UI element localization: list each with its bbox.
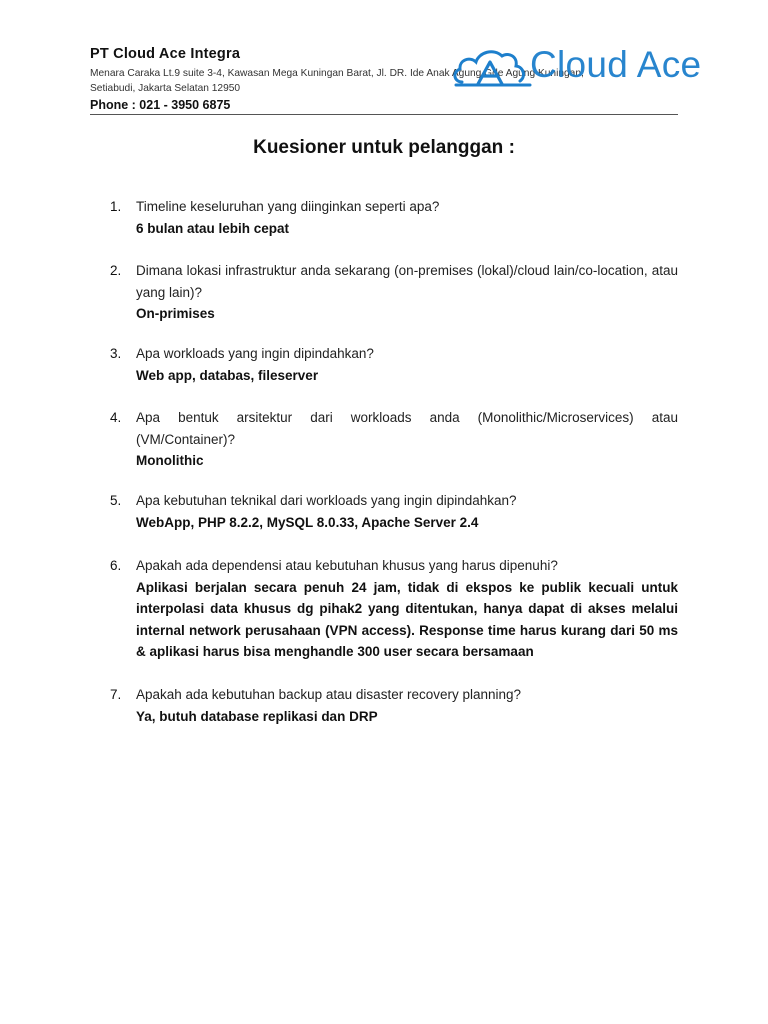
item-number: 5. xyxy=(110,493,122,508)
answer-text: On-primises xyxy=(136,306,215,321)
answer-text: 6 bulan atau lebih cepat xyxy=(136,220,290,236)
answer-text: WebApp, PHP 8.2.2, MySQL 8.0.33, Apache Server 2.4 xyxy=(136,514,479,530)
question-text: Apakah ada dependensi atau kebutuhan khusus yang harus dipenuhi? xyxy=(136,558,558,573)
list-item xyxy=(110,343,678,386)
item-number: 2. xyxy=(110,263,122,278)
company-name: PT Cloud Ace Integra xyxy=(90,46,241,62)
question-text: Apakah ada kebutuhan backup atau disaster recovery planning? xyxy=(136,687,522,702)
list-item xyxy=(110,407,678,472)
header-divider xyxy=(90,114,678,115)
question-text: Timeline keseluruhan yang diinginkan seperti apa? xyxy=(136,199,440,214)
answer-text: Web app, databas, fileserver xyxy=(136,367,319,383)
question-text: Apa bentuk arsitektur dari workloads anda (Monolithic/Microservices) atau (VM/Container)? xyxy=(136,410,678,447)
phone-number: Phone : 021 - 3950 6875 xyxy=(90,98,231,112)
page-title: Kuesioner untuk pelanggan : xyxy=(253,137,515,158)
item-number: 4. xyxy=(110,410,122,425)
address-line-1: Menara Caraka Lt.9 suite 3-4, Kawasan Mega Kuningan Barat, Jl. DR. Ide Anak Agung Gde Agung Kuningan, xyxy=(90,68,584,79)
list-item xyxy=(110,490,678,533)
address-line-2: Setiabudi, Jakarta Selatan 12950 xyxy=(90,83,241,94)
item-number: 3. xyxy=(110,346,122,361)
cloud-ace-logo xyxy=(452,42,722,92)
question-text: Apa workloads yang ingin dipindahkan? xyxy=(136,346,374,361)
cloud-logo-icon xyxy=(452,44,532,88)
list-item xyxy=(110,684,678,727)
answer-text: Aplikasi berjalan secara penuh 24 jam, tidak di ekspos ke publik kecuali untuk interpolasi data khusus dg pihak2 yang ditentukan, hanya dapat di akses melalui internal network perusahaan (VPN access). Response time harus kurang dari 50 ms & aplikasi harus bisa menghandle 300 user secara bersamaan xyxy=(136,579,678,659)
answer-text: Monolithic xyxy=(136,453,204,468)
list-item xyxy=(110,260,678,325)
logo-text: Cloud Ace xyxy=(530,44,702,85)
item-number: 7. xyxy=(110,687,122,702)
item-number: 6. xyxy=(110,558,122,573)
question-text: Dimana lokasi infrastruktur anda sekarang (on-premises (lokal)/cloud lain/co-location, atau yang lain)? xyxy=(136,263,678,300)
question-text: Apa kebutuhan teknikal dari workloads yang ingin dipindahkan? xyxy=(136,493,517,508)
answer-text: Ya, butuh database replikasi dan DRP xyxy=(136,708,378,724)
list-item xyxy=(110,555,678,663)
list-item xyxy=(110,196,678,239)
item-number: 1. xyxy=(110,199,122,214)
